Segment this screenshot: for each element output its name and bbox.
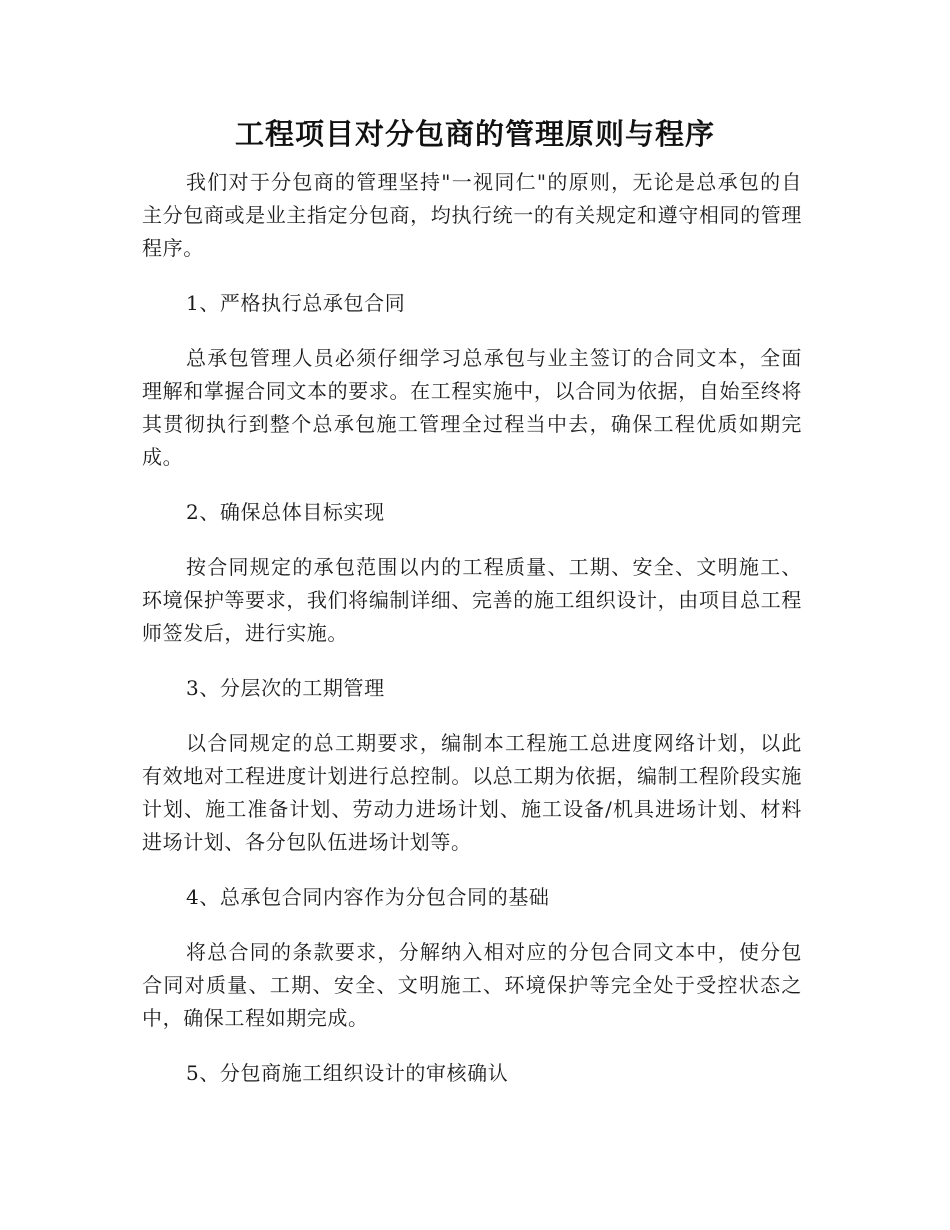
paragraph-1: 总承包管理人员必须仔细学习总承包与业主签订的合同文本，全面理解和掌握合同文本的要求。在工程实施中，以合同为依据，自始至终将其贯彻执行到整个总承包施工管理全过程当中去，确保工程优质如期完成。	[142, 346, 802, 469]
section-heading-1: 1、严格执行总承包合同	[186, 291, 406, 315]
section-heading-4: 4、总承包合同内容作为分包合同的基础	[186, 885, 550, 909]
document-body	[142, 166, 802, 1112]
section-heading-5: 5、分包商施工组织设计的审核确认	[186, 1061, 509, 1085]
section-heading-2: 2、确保总体目标实现	[186, 500, 385, 524]
paragraph-3: 以合同规定的总工期要求，编制本工程施工总进度网络计划，以此有效地对工程进度计划进行总控制。以总工期为依据，编制工程阶段实施计划、施工准备计划、劳动力进场计划、施工设备/机具进场计划、材料进场计划、各分包队伍进场计划等。	[142, 731, 802, 854]
paragraph-2: 按合同规定的承包范围以内的工程质量、工期、安全、文明施工、环境保护等要求，我们将编制详细、完善的施工组织设计，由项目总工程师签发后，进行实施。	[142, 555, 802, 645]
section-heading-3: 3、分层次的工期管理	[186, 676, 385, 700]
paragraph-intro: 我们对于分包商的管理坚持"一视同仁"的原则，无论是总承包的自主分包商或是业主指定分包商，均执行统一的有关规定和遵守相同的管理程序。	[142, 170, 802, 260]
document-title: 工程项目对分包商的管理原则与程序	[234, 117, 715, 151]
paragraph-4: 将总合同的条款要求，分解纳入相对应的分包合同文本中，使分包合同对质量、工期、安全、文明施工、环境保护等完全处于受控状态之中，确保工程如期完成。	[142, 940, 802, 1030]
